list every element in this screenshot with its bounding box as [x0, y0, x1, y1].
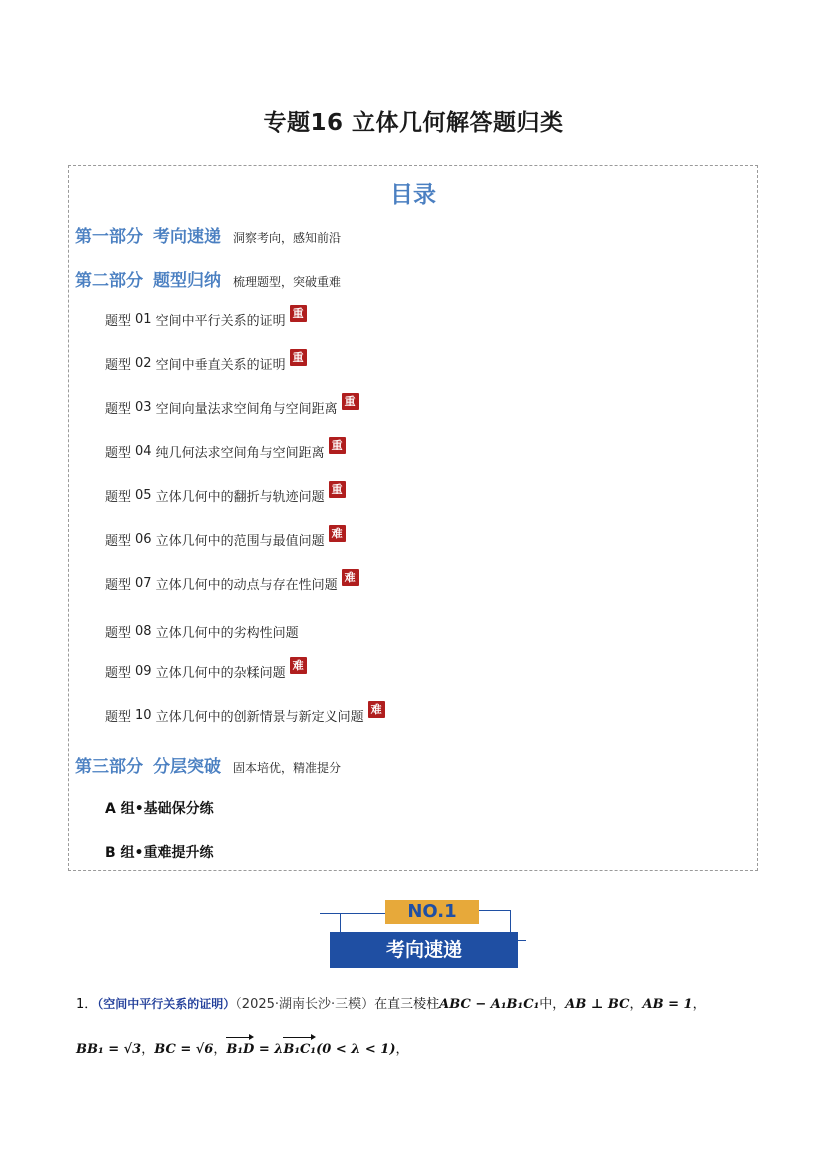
- section-banner: [320, 898, 530, 970]
- importance-badge: 重: [329, 437, 346, 454]
- toc-item-10[interactable]: [105, 703, 385, 725]
- separator: ，: [141, 1042, 155, 1057]
- toc-heading: 目录: [390, 182, 436, 208]
- toc-section-1[interactable]: [75, 222, 341, 247]
- item-number: 06: [135, 532, 152, 547]
- section-part: 第一部分: [75, 227, 143, 247]
- page-title: 专题16 立体几何解答题归类: [263, 110, 564, 136]
- math-prism: ABC − A₁B₁C₁: [439, 997, 540, 1012]
- banner-line: [518, 940, 526, 941]
- separator: ，: [395, 1042, 409, 1057]
- toc-item-03[interactable]: [105, 395, 359, 417]
- question-line-2: [76, 1040, 409, 1060]
- toc-group-b[interactable]: B 组•重难提升练: [105, 845, 214, 861]
- item-number: 04: [135, 444, 152, 459]
- math-condition: AB ⊥ BC: [565, 997, 630, 1012]
- importance-badge: 重: [290, 305, 307, 322]
- item-prefix: 题型: [105, 666, 132, 681]
- item-prefix: 题型: [105, 402, 132, 417]
- toc-group-a[interactable]: A 组•基础保分练: [105, 801, 214, 817]
- item-number: 02: [135, 356, 152, 371]
- toc-item-01[interactable]: [105, 307, 307, 329]
- item-prefix: 题型: [105, 710, 132, 725]
- vector-b1c1: B₁C₁: [283, 1040, 316, 1060]
- toc-section-3[interactable]: [75, 752, 341, 777]
- math-condition: AB = 1: [642, 997, 693, 1012]
- item-label: 立体几何中的创新情景与新定义问题: [155, 710, 364, 725]
- item-label: 空间中平行关系的证明: [155, 314, 286, 329]
- toc-item-08[interactable]: [105, 622, 299, 641]
- item-number: 09: [135, 664, 152, 679]
- item-number: 07: [135, 576, 152, 591]
- item-number: 08: [135, 624, 152, 639]
- separator: ，: [629, 997, 643, 1012]
- section-topic: 分层突破: [153, 757, 221, 777]
- section-desc: 洞察考向，感知前沿: [233, 231, 342, 245]
- section-desc: 梳理题型，突破重难: [233, 275, 342, 289]
- toc-section-2[interactable]: [75, 266, 341, 291]
- math-range: (0 < λ < 1): [316, 1042, 396, 1057]
- toc-item-04[interactable]: [105, 439, 346, 461]
- importance-badge: 重: [329, 481, 346, 498]
- banner-number: NO.1: [385, 900, 479, 924]
- toc-item-09[interactable]: [105, 659, 307, 681]
- math-equals: = λ: [254, 1042, 284, 1057]
- item-label: 立体几何中的劣构性问题: [155, 626, 299, 641]
- item-label: 立体几何中的范围与最值问题: [155, 534, 325, 549]
- item-number: 03: [135, 400, 152, 415]
- section-part: 第二部分: [75, 271, 143, 291]
- item-label: 空间向量法求空间角与空间距离: [155, 402, 338, 417]
- toc-item-06[interactable]: [105, 527, 346, 549]
- item-prefix: 题型: [105, 446, 132, 461]
- difficulty-badge: 难: [368, 701, 385, 718]
- section-topic: 考向速递: [153, 227, 221, 247]
- question-topic-tag: （空间中平行关系的证明）: [97, 997, 236, 1011]
- toc-item-07[interactable]: [105, 571, 359, 593]
- item-label: 立体几何中的动点与存在性问题: [155, 578, 338, 593]
- section-topic: 题型归纳: [153, 271, 221, 291]
- table-of-contents: [68, 165, 758, 871]
- question-text: 中，: [539, 997, 566, 1012]
- banner-line: [479, 910, 511, 911]
- question-source: （2025·湖南长沙·三模）: [235, 997, 375, 1012]
- difficulty-badge: 难: [329, 525, 346, 542]
- banner-title: 考向速递: [330, 932, 518, 968]
- vector-b1d: B₁D: [226, 1040, 254, 1060]
- item-prefix: 题型: [105, 578, 132, 593]
- item-prefix: 题型: [105, 314, 132, 329]
- item-label: 纯几何法求空间角与空间距离: [155, 446, 325, 461]
- question-text: 在直三棱柱: [374, 997, 440, 1012]
- section-part: 第三部分: [75, 757, 143, 777]
- question-line-1: [76, 994, 756, 1015]
- item-prefix: 题型: [105, 626, 132, 641]
- difficulty-badge: 难: [342, 569, 359, 586]
- item-label: 空间中垂直关系的证明: [155, 358, 286, 373]
- math-condition: BB₁ = √3: [76, 1042, 142, 1057]
- separator: ，: [692, 997, 706, 1012]
- item-label: 立体几何中的翻折与轨迹问题: [155, 490, 325, 505]
- item-number: 05: [135, 488, 152, 503]
- banner-line: [320, 913, 385, 914]
- difficulty-badge: 难: [290, 657, 307, 674]
- question-1: [76, 994, 756, 1057]
- item-number: 01: [135, 312, 152, 327]
- separator: ，: [213, 1042, 227, 1057]
- section-desc: 固本培优，精准提分: [233, 761, 342, 775]
- toc-item-02[interactable]: [105, 351, 307, 373]
- toc-item-05[interactable]: [105, 483, 346, 505]
- item-prefix: 题型: [105, 358, 132, 373]
- question-number: 1．: [76, 997, 98, 1012]
- item-number: 10: [135, 708, 152, 723]
- math-condition: BC = √6: [154, 1042, 214, 1057]
- importance-badge: 重: [342, 393, 359, 410]
- importance-badge: 重: [290, 349, 307, 366]
- item-label: 立体几何中的杂糅问题: [155, 666, 286, 681]
- item-prefix: 题型: [105, 534, 132, 549]
- item-prefix: 题型: [105, 490, 132, 505]
